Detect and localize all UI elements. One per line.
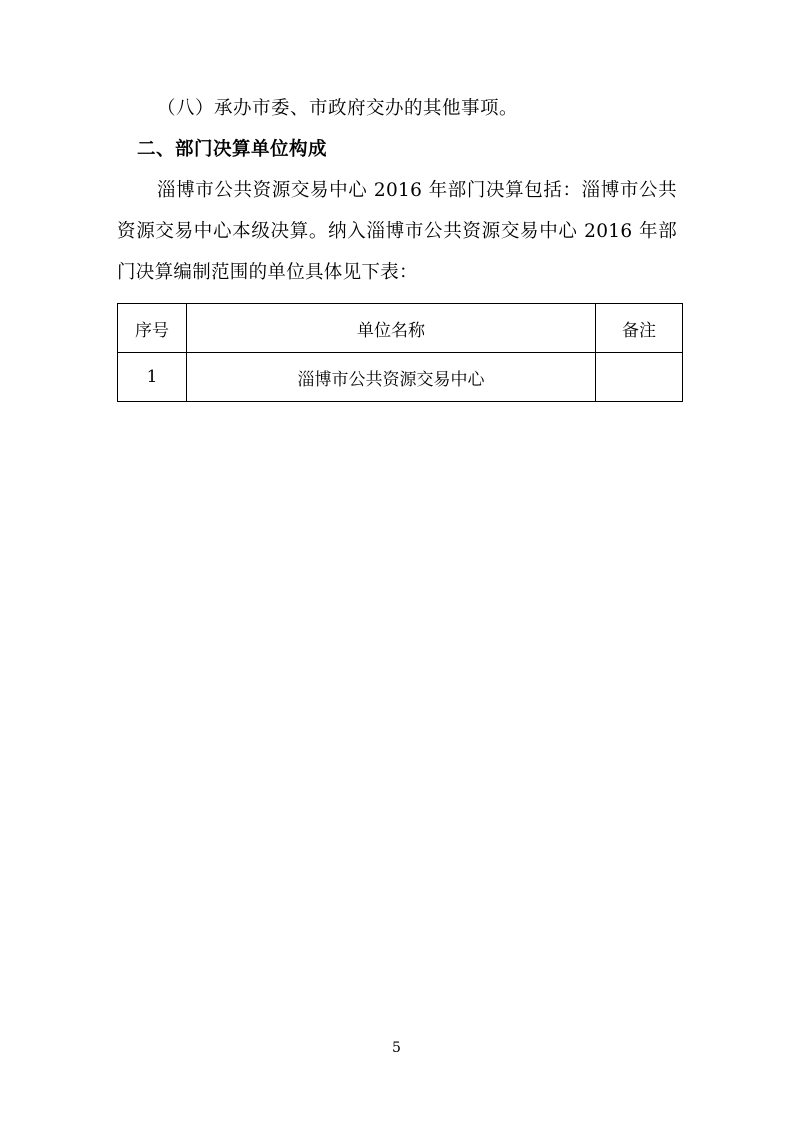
table-header-name: 单位名称 [187, 304, 596, 353]
page-content [117, 88, 677, 402]
table-header-no: 序号 [118, 304, 187, 353]
unit-composition-table [117, 303, 683, 402]
page-number: 5 [392, 1040, 401, 1056]
table-cell-name: 淄博市公共资源交易中心 [187, 353, 596, 402]
table-row [118, 353, 683, 402]
paragraph-body: 淄博市公共资源交易中心 2016 年部门决算包括：淄博市公共资源交易中心本级决算。纳入淄博市公共资源交易中心 2016 年部门决算编制范围的单位具体见下表： [117, 180, 677, 283]
paragraph-item-eight: （八）承办市委、市政府交办的其他事项。 [157, 98, 519, 119]
table-header-row [118, 304, 683, 353]
table-header-note: 备注 [596, 304, 683, 353]
table-cell-note [596, 353, 683, 402]
section-heading: 二、部门决算单位构成 [137, 139, 328, 160]
table-cell-no: 1 [118, 353, 187, 402]
